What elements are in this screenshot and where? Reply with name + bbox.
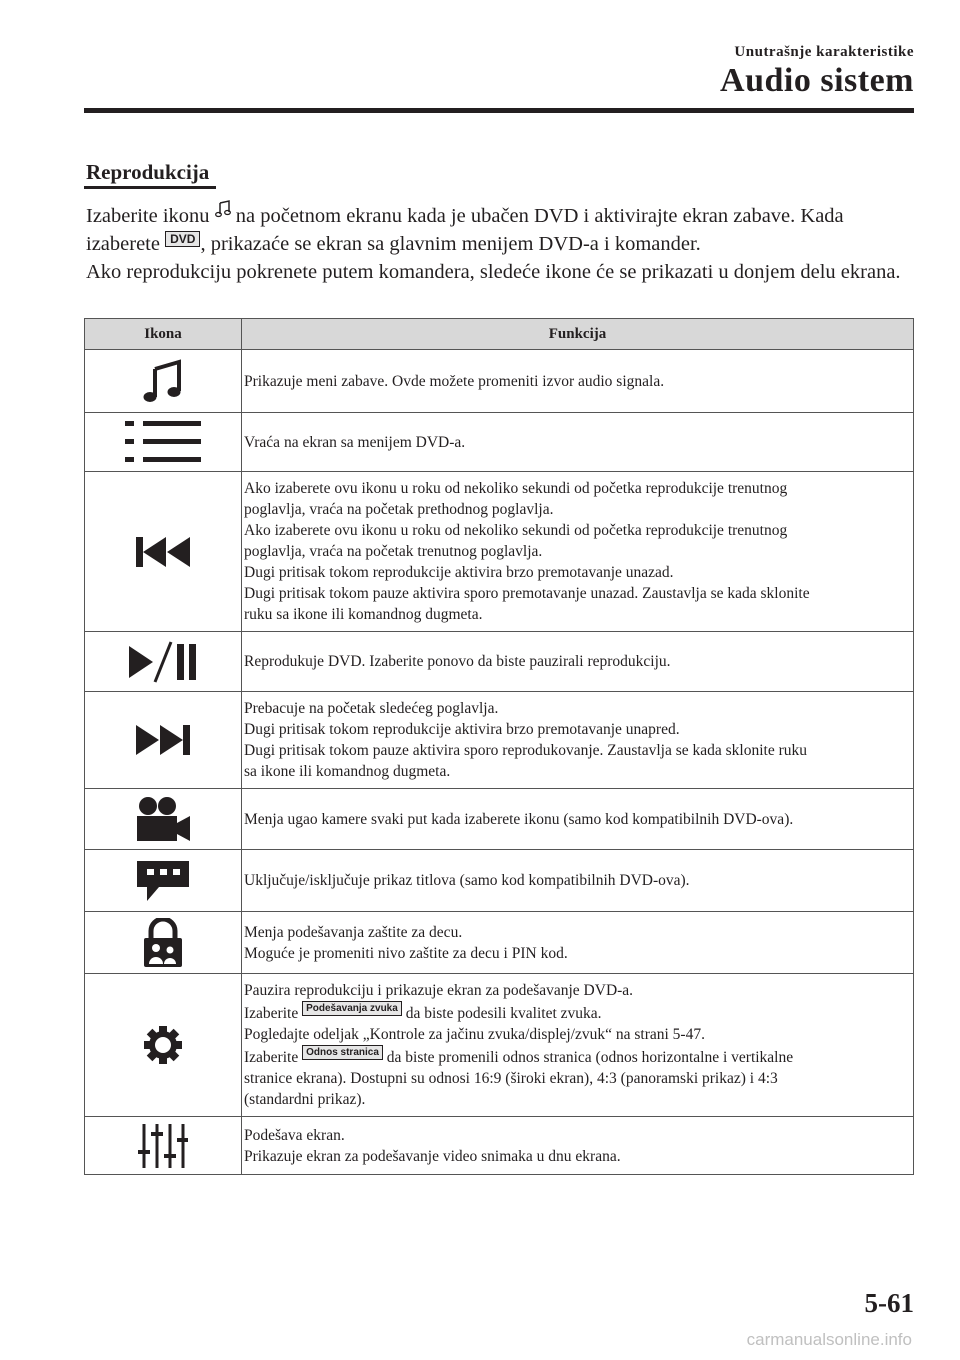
description-line: Uključuje/isključuje prikaz titlova (samo kod kompatibilnih DVD-ova). bbox=[244, 872, 690, 889]
icon-cell bbox=[85, 850, 242, 912]
icon-cell bbox=[85, 912, 242, 974]
description-line: Menja podešavanja zaštite za decu. bbox=[244, 923, 463, 941]
description-line: Vraća na ekran sa menijem DVD-a. bbox=[244, 433, 466, 451]
page-number: 5-61 bbox=[864, 1288, 914, 1318]
function-description bbox=[242, 912, 914, 974]
function-description bbox=[242, 632, 914, 692]
description-text: da biste promenili odnos stranica (odnos horizontalne i vertikalne bbox=[386, 1049, 794, 1066]
function-description bbox=[242, 850, 914, 912]
table-row bbox=[85, 350, 914, 413]
description-text: Izaberite bbox=[244, 1005, 299, 1022]
function-description bbox=[242, 472, 914, 632]
icon-function-table bbox=[84, 318, 914, 1175]
column-header-icon: Ikona bbox=[85, 319, 242, 350]
function-description bbox=[242, 974, 914, 1117]
description-line: Reprodukuje DVD. Izaberite ponovo da biste pauzirali reprodukciju. bbox=[244, 653, 671, 670]
icon-cell bbox=[85, 413, 242, 472]
description-line bbox=[244, 1045, 909, 1068]
video-camera-icon bbox=[134, 795, 192, 843]
intro-text: na početnom ekranu kada je ubačen DVD i aktivirajte ekran zabave. Kada bbox=[235, 205, 844, 227]
description-text: da biste podesili kvalitet zvuka. bbox=[405, 1005, 602, 1022]
equalizer-sliders-icon bbox=[138, 1122, 188, 1170]
page-header-title: Audio sistem bbox=[720, 62, 914, 99]
icon-cell bbox=[85, 350, 242, 413]
icon-cell bbox=[85, 1117, 242, 1175]
section-title: Reprodukcija bbox=[86, 160, 210, 184]
description-line: Prebacuje na početak sledećeg poglavlja. bbox=[244, 700, 499, 717]
table-header-row bbox=[85, 319, 914, 350]
description-line: Pogledajte odeljak „Kontrole za jačinu zvuka/displej/zvuk“ na strani 5-47. bbox=[244, 1026, 705, 1043]
description-line: Dugi pritisak tokom reprodukcije aktivira brzo premotavanje unazad. bbox=[244, 564, 674, 581]
aspect-ratio-badge: Odnos stranica bbox=[302, 1045, 383, 1060]
description-line: Dugi pritisak tokom pauze aktivira sporo reprodukovanje. Zaustavlja se kada sklonite ruku bbox=[244, 742, 808, 759]
icon-cell bbox=[85, 789, 242, 850]
icon-cell bbox=[85, 632, 242, 692]
icon-cell bbox=[85, 692, 242, 789]
description-line: poglavlja, vraća na početak trenutnog poglavlja. bbox=[244, 543, 543, 560]
intro-text: , prikazaće se ekran sa glavnim menijem DVD-a i komander. bbox=[200, 233, 701, 255]
subtitle-icon bbox=[135, 859, 191, 903]
description-line: Dugi pritisak tokom reprodukcije aktivira brzo premotavanje unapred. bbox=[244, 721, 680, 738]
description-line: Ako izaberete ovu ikonu u roku od nekoliko sekundi od početka reprodukcije trenutnog bbox=[244, 480, 788, 497]
skip-forward-icon bbox=[136, 725, 190, 755]
music-note-inline-icon bbox=[215, 200, 231, 218]
description-line: sa ikone ili komandnog dugmeta. bbox=[244, 763, 451, 780]
function-description bbox=[242, 413, 914, 472]
header-rule bbox=[84, 108, 914, 113]
description-line: Pauzira reprodukciju i prikazuje ekran za podešavanje DVD-a. bbox=[244, 982, 634, 999]
parental-lock-icon bbox=[142, 918, 184, 968]
music-note-icon bbox=[143, 359, 183, 403]
icon-cell bbox=[85, 974, 242, 1117]
intro-paragraph bbox=[86, 200, 916, 286]
description-line: Prikazuje ekran za podešavanje video snimaka u dnu ekrana. bbox=[244, 1147, 621, 1165]
description-line: ruku sa ikone ili komandnog dugmeta. bbox=[244, 606, 483, 623]
table-row bbox=[85, 974, 914, 1117]
description-line: Moguće je promeniti nivo zaštite za decu i PIN kod. bbox=[244, 944, 568, 962]
description-line: Ako izaberete ovu ikonu u roku od nekoliko sekundi od početka reprodukcije trenutnog bbox=[244, 522, 788, 539]
description-line: Podešava ekran. bbox=[244, 1126, 345, 1144]
table-row bbox=[85, 1117, 914, 1175]
description-line: (standardni prikaz). bbox=[244, 1091, 366, 1108]
intro-text: Ako reprodukciju pokrenete putem komandera, sledeće ikone će se prikazati u donjem delu ekrana. bbox=[86, 261, 901, 283]
table-row bbox=[85, 472, 914, 632]
section-underline bbox=[84, 186, 216, 189]
list-menu-icon bbox=[123, 419, 203, 465]
function-description bbox=[242, 692, 914, 789]
table-row bbox=[85, 413, 914, 472]
table-row bbox=[85, 912, 914, 974]
watermark: carmanualsonline.info bbox=[746, 1330, 912, 1349]
description-line: Dugi pritisak tokom pauze aktivira sporo premotavanje unazad. Zaustavlja se kada sklonite bbox=[244, 585, 810, 602]
column-header-function: Funkcija bbox=[242, 319, 914, 350]
table-row bbox=[85, 850, 914, 912]
description-line: Menja ugao kamere svaki put kada izaberete ikonu (samo kod kompatibilnih DVD-ova). bbox=[244, 810, 794, 828]
function-description bbox=[242, 1117, 914, 1175]
dvd-button-badge: DVD bbox=[165, 231, 200, 247]
intro-text: Izaberite ikonu bbox=[86, 205, 210, 227]
function-description bbox=[242, 789, 914, 850]
description-line: Prikazuje meni zabave. Ovde možete promeniti izvor audio signala. bbox=[244, 372, 665, 390]
function-description bbox=[242, 350, 914, 413]
table-row bbox=[85, 632, 914, 692]
description-line: poglavlja, vraća na početak prethodnog poglavlja. bbox=[244, 501, 554, 518]
description-line bbox=[244, 1001, 909, 1024]
description-text: Izaberite bbox=[244, 1049, 299, 1066]
gear-icon bbox=[143, 1025, 183, 1065]
icon-cell bbox=[85, 472, 242, 632]
skip-back-icon bbox=[136, 537, 190, 567]
table-row bbox=[85, 789, 914, 850]
chapter-label: Unutrašnje karakteristike bbox=[734, 44, 914, 60]
sound-settings-badge: Podešavanja zvuka bbox=[302, 1001, 402, 1016]
intro-text: izaberete bbox=[86, 233, 160, 255]
table-row bbox=[85, 692, 914, 789]
play-pause-icon bbox=[127, 640, 199, 684]
description-line: stranice ekrana). Dostupni su odnosi 16:9 (široki ekran), 4:3 (panoramski prikaz) i 4:3 bbox=[244, 1070, 778, 1087]
